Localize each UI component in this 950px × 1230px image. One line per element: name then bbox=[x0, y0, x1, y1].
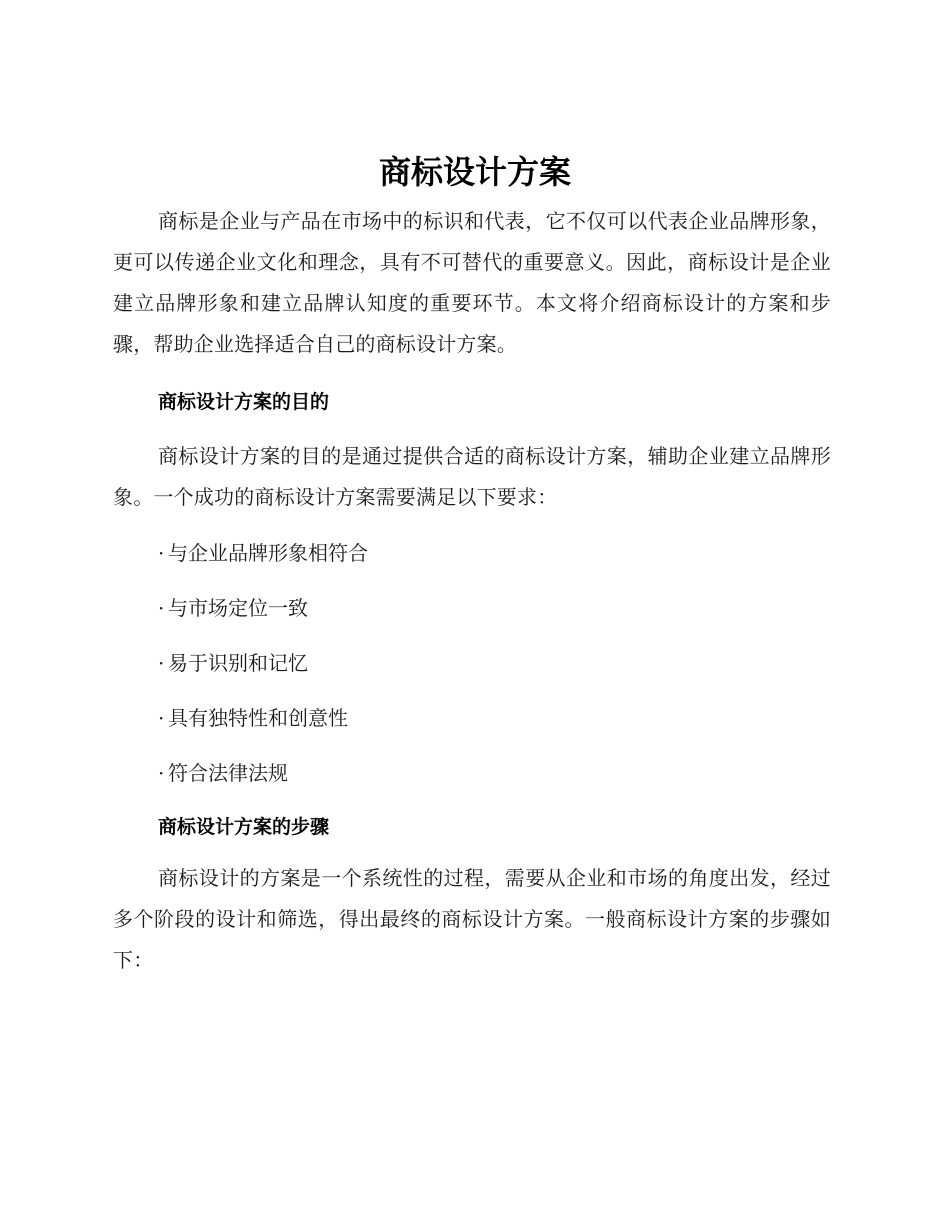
bullet-dot: · bbox=[158, 761, 165, 785]
list-item-text: 具有独特性和创意性 bbox=[168, 706, 348, 730]
section-heading-steps: 商标设计方案的步骤 bbox=[158, 816, 330, 838]
list-item-text: 与市场定位一致 bbox=[168, 596, 308, 620]
list-item bbox=[158, 592, 368, 647]
intro-paragraph: 商标是企业与产品在市场中的标识和代表，它不仅可以代表企业品牌形象，更可以传递企业文化和理念，具有不可替代的重要意义。因此，商标设计是企业建立品牌形象和建立品牌认知度的重要环节。本文将介绍商标设计的方案和步骤，帮助企业选择适合自己的商标设计方案。 bbox=[113, 209, 831, 356]
list-item-text: 符合法律法规 bbox=[168, 761, 288, 785]
list-item-text: 易于识别和记忆 bbox=[168, 651, 308, 675]
steps-paragraph: 商标设计的方案是一个系统性的过程，需要从企业和市场的角度出发，经过多个阶段的设计和筛选，得出最终的商标设计方案。一般商标设计方案的步骤如下： bbox=[113, 866, 831, 972]
section-heading-purpose: 商标设计方案的目的 bbox=[158, 391, 330, 413]
bullet-dot: · bbox=[158, 706, 165, 730]
bullet-dot: · bbox=[158, 541, 165, 565]
list-item bbox=[158, 757, 368, 812]
requirements-list bbox=[158, 537, 368, 812]
list-item bbox=[158, 647, 368, 702]
list-item bbox=[158, 537, 368, 592]
document-title: 商标设计方案 bbox=[378, 153, 571, 191]
bullet-dot: · bbox=[158, 651, 165, 675]
purpose-paragraph: 商标设计方案的目的是通过提供合适的商标设计方案，辅助企业建立品牌形象。一个成功的商标设计方案需要满足以下要求： bbox=[113, 444, 831, 509]
list-item-text: 与企业品牌形象相符合 bbox=[168, 541, 368, 565]
bullet-dot: · bbox=[158, 596, 165, 620]
list-item bbox=[158, 702, 368, 757]
